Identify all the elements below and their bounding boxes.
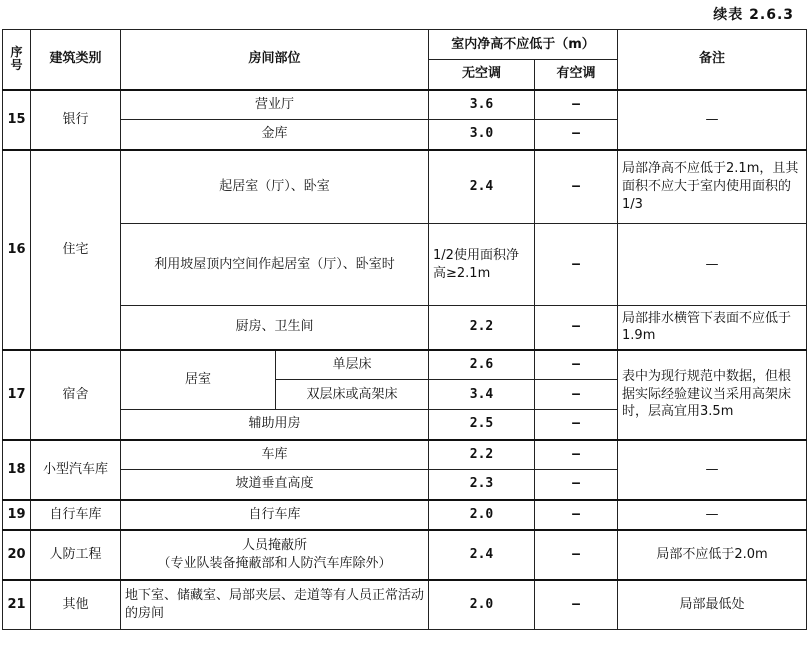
row-number: 15 [3,90,31,150]
room-cell [121,530,429,580]
room-cell: 辅助用房 [121,410,429,440]
header-seq: 序号 [3,30,31,90]
table-row [3,530,807,580]
no-ac-value: 3.6 [429,90,535,120]
note-cell: — [618,440,807,500]
ac-value: — [535,224,618,306]
room-cell: 车库 [121,440,429,470]
ac-value: — [535,410,618,440]
note-cell: — [618,224,807,306]
note-cell: 局部净高不应低于2.1m，且其面积不应大于室内使用面积的1/3 [618,150,807,224]
table-row [3,150,807,224]
table-row [3,306,807,350]
table-row [3,350,807,380]
ac-value: — [535,440,618,470]
table-caption: 续表 2.6.3 [713,7,794,23]
no-ac-value: 2.4 [429,150,535,224]
no-ac-value: 2.3 [429,470,535,500]
room-cell: 起居室（厅）、卧室 [121,150,429,224]
no-ac-value: 2.0 [429,580,535,630]
no-ac-value: 2.5 [429,410,535,440]
note-cell: — [618,90,807,150]
row-number: 20 [3,530,31,580]
room-cell: 厨房、卫生间 [121,306,429,350]
building-type: 小型汽车库 [31,440,121,500]
header-ac: 有空调 [535,60,618,90]
room-cell: 自行车库 [121,500,429,530]
no-ac-value: 2.4 [429,530,535,580]
ac-value: — [535,500,618,530]
header-height: 室内净高不应低于（m） [429,30,618,60]
note-cell: — [618,500,807,530]
building-type: 人防工程 [31,530,121,580]
building-type: 自行车库 [31,500,121,530]
no-ac-value: 2.0 [429,500,535,530]
no-ac-value: 3.4 [429,380,535,410]
no-ac-value: 2.6 [429,350,535,380]
row-number: 16 [3,150,31,350]
ac-value: — [535,90,618,120]
note-cell: 局部最低处 [618,580,807,630]
room-subcell: 单层床 [276,350,429,380]
ceiling-height-table [2,29,807,630]
header-room: 房间部位 [121,30,429,90]
table-row [3,500,807,530]
table-row [3,224,807,306]
row-number: 21 [3,580,31,630]
room-cell: 坡道垂直高度 [121,470,429,500]
ac-value: — [535,470,618,500]
note-cell: 表中为现行规范中数据，但根据实际经验建议当采用高架床时，层高宜用3.5m [618,350,807,440]
ac-value: — [535,120,618,150]
building-type: 银行 [31,90,121,150]
table-row [3,90,807,120]
room-cell: 金库 [121,120,429,150]
no-ac-value: 3.0 [429,120,535,150]
room-subcell: 双层床或高架床 [276,380,429,410]
note-cell: 局部排水横管下表面不应低于1.9m [618,306,807,350]
row-number: 19 [3,500,31,530]
building-type: 其他 [31,580,121,630]
row-number: 17 [3,350,31,440]
ac-value: — [535,530,618,580]
ac-value: — [535,350,618,380]
ac-value: — [535,306,618,350]
table-row [3,580,807,630]
ac-value: — [535,380,618,410]
ac-value: — [535,580,618,630]
room-line-1: 人员掩蔽所 [242,537,308,553]
no-ac-value: 2.2 [429,440,535,470]
room-cell: 地下室、储藏室、局部夹层、走道等有人员正常活动的房间 [121,580,429,630]
header-no-ac: 无空调 [429,60,535,90]
note-cell: 局部不应低于2.0m [618,530,807,580]
room-line-2: （专业队装备掩蔽部和人防汽车库除外） [157,555,392,571]
building-type: 宿舍 [31,350,121,440]
room-cell: 利用坡屋顶内空间作起居室（厅）、卧室时 [121,224,429,306]
no-ac-value: 1/2使用面积净高≥2.1m [429,224,535,306]
building-type: 住宅 [31,150,121,350]
room-cell: 营业厅 [121,90,429,120]
room-cell: 居室 [121,350,276,410]
no-ac-value: 2.2 [429,306,535,350]
header-type: 建筑类别 [31,30,121,90]
header-note: 备注 [618,30,807,90]
table-row [3,440,807,470]
row-number: 18 [3,440,31,500]
ac-value: — [535,150,618,224]
